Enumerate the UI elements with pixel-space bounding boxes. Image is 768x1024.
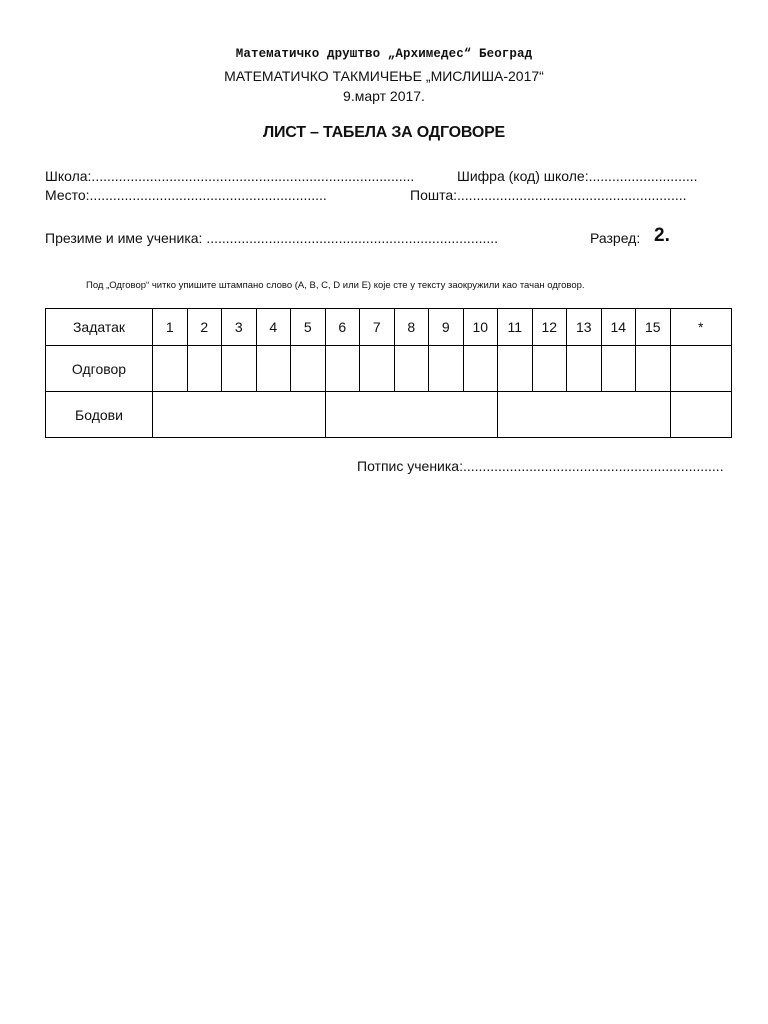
student-name-field[interactable]: Презиме и име ученика: ...........................................................................	[45, 230, 499, 246]
task-number: 14	[601, 309, 636, 346]
task-number: 9	[429, 309, 464, 346]
competition-date: 9.март 2017.	[343, 88, 425, 104]
points-row	[46, 392, 732, 438]
organization-name: Математичко друштво „Архимедес“ Београд	[235, 47, 533, 61]
place-field[interactable]: Место:.............................................................	[45, 187, 327, 203]
points-cell[interactable]	[153, 392, 326, 438]
answer-row	[46, 346, 732, 392]
answer-cell[interactable]	[601, 346, 636, 392]
answer-cell[interactable]	[394, 346, 429, 392]
grade-label: Разред:	[590, 230, 641, 246]
task-number: 7	[360, 309, 395, 346]
school-code-field[interactable]: Шифра (код) школе:............................	[457, 168, 698, 184]
points-cell[interactable]	[325, 392, 498, 438]
answer-cell[interactable]	[498, 346, 533, 392]
task-number: 5	[291, 309, 326, 346]
answer-cell[interactable]	[291, 346, 326, 392]
task-number: 1	[153, 309, 188, 346]
answer-cell[interactable]	[532, 346, 567, 392]
task-number: 4	[256, 309, 291, 346]
task-number: 3	[222, 309, 257, 346]
answer-cell[interactable]	[463, 346, 498, 392]
answer-cell[interactable]	[429, 346, 464, 392]
task-number: 12	[532, 309, 567, 346]
answer-cell[interactable]	[325, 346, 360, 392]
answer-cell[interactable]	[153, 346, 188, 392]
post-field[interactable]: Пошта:...........................................................	[410, 187, 687, 203]
answer-cell[interactable]	[187, 346, 222, 392]
points-row-label: Бодови	[46, 392, 153, 438]
answer-row-label: Одговор	[46, 346, 153, 392]
task-number: 2	[187, 309, 222, 346]
task-number: *	[670, 309, 732, 346]
task-number: 11	[498, 309, 533, 346]
school-field[interactable]: Школа:...................................................................................	[45, 168, 415, 184]
task-number: 15	[636, 309, 671, 346]
answer-table	[45, 308, 732, 438]
points-cell[interactable]	[670, 392, 732, 438]
instruction-text: Под „Одговор“ читко упишите штампано слово (A, B, C, D или E) које сте у тексту заокружили као тачан одговор.	[86, 280, 585, 291]
answer-cell[interactable]	[636, 346, 671, 392]
answer-cell[interactable]	[670, 346, 732, 392]
task-row-label: Задатак	[46, 309, 153, 346]
task-number: 6	[325, 309, 360, 346]
answer-cell[interactable]	[360, 346, 395, 392]
page-title: ЛИСТ – ТАБЕЛА ЗА ОДГОВОРЕ	[262, 124, 506, 141]
competition-name: МАТЕМАТИЧКО ТАКМИЧЕЊЕ „МИСЛИША-2017“	[224, 68, 544, 84]
answer-cell[interactable]	[222, 346, 257, 392]
points-cell[interactable]	[498, 392, 671, 438]
task-number: 8	[394, 309, 429, 346]
answer-cell[interactable]	[567, 346, 602, 392]
answer-cell[interactable]	[256, 346, 291, 392]
grade-value: 2.	[654, 225, 670, 246]
task-row	[46, 309, 732, 346]
task-number: 13	[567, 309, 602, 346]
signature-field[interactable]: Потпис ученика:...................................................................	[357, 458, 724, 474]
task-number: 10	[463, 309, 498, 346]
